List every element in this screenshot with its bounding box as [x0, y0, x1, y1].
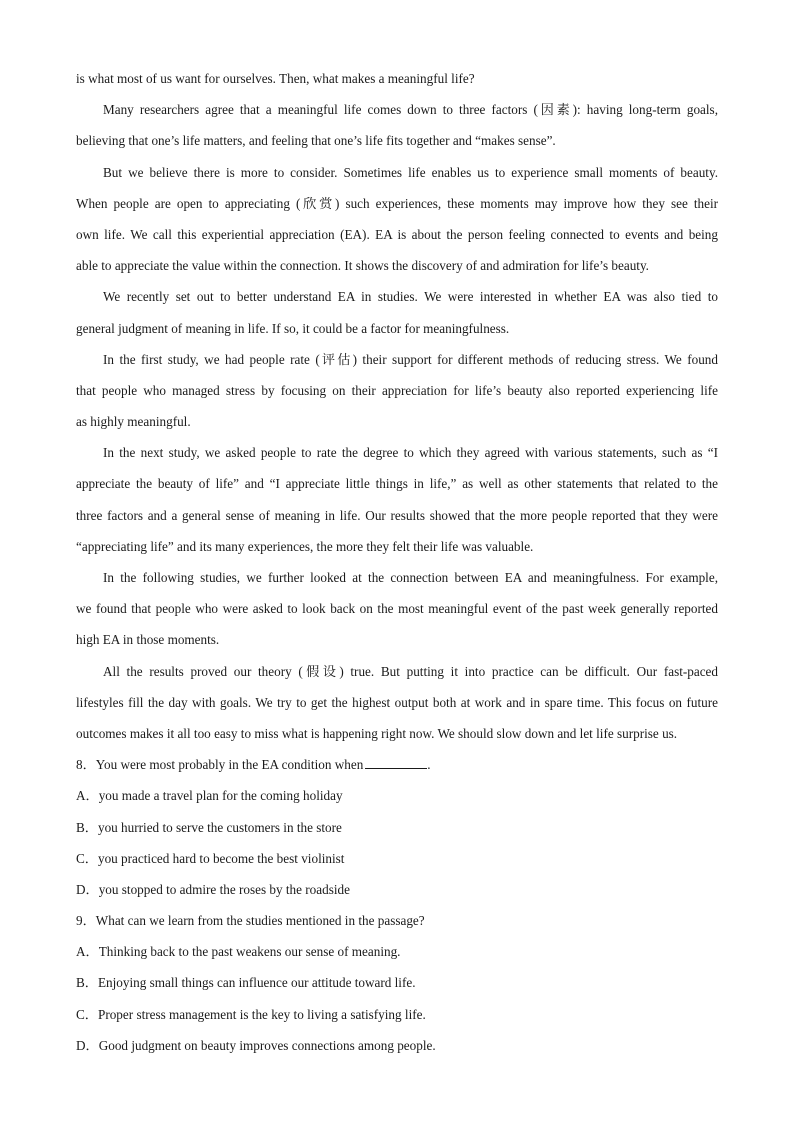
passage-line: is what most of us want for ourselves. Then, what makes a meaningful life? — [76, 71, 475, 86]
passage-line: “appreciating life” and its many experiences, the more they felt their life was valuable. — [76, 538, 534, 554]
passage-line: we found that people who were asked to look back on the most meaningful event of the past week generally reported — [76, 601, 718, 617]
question-text: 9．What can we learn from the studies mentioned in the passage? — [76, 913, 425, 929]
passage-line: In the next study, we asked people to rate the degree to which they agreed with various statements, such as “I — [103, 445, 718, 461]
passage-line: as highly meaningful. — [76, 414, 191, 430]
passage-line: own life. We call this experiential appreciation (EA). EA is about the person feeling connected to events and being — [76, 226, 718, 242]
passage-line: We recently set out to better understand EA in studies. We were interested in whether EA was also tied to — [103, 289, 718, 305]
passage-line: When people are open to appreciating (欣赏) such experiences, these moments may improve how they see their — [76, 195, 718, 211]
passage-line: able to appreciate the value within the connection. It shows the discovery of and admiration for life’s beauty. — [76, 258, 649, 274]
passage-line: outcomes makes it all too easy to miss what is happening right now. We should slow down and let life surprise us. — [76, 725, 678, 741]
passage-line: But we believe there is more to consider. Sometimes life enables us to experience small moments of beauty. — [103, 164, 718, 180]
document-page — [76, 63, 718, 1061]
question-stem — [76, 749, 718, 780]
passage-line: In the following studies, we further looked at the connection between EA and meaningfulness. For example, — [103, 570, 718, 585]
passage-line: three factors and a general sense of meaning in life. Our results showed that the more people reported that they were — [76, 507, 718, 523]
answer-option: D．you stopped to admire the roses by the roadside — [76, 881, 350, 897]
question-text: 8．You were most probably in the EA condition when — [76, 757, 364, 773]
passage-line: In the first study, we had people rate (评估) their support for different methods of reducing stress. We found — [103, 351, 718, 367]
answer-option: A．Thinking back to the past weakens our sense of meaning. — [76, 944, 401, 960]
passage-line: believing that one’s life matters, and feeling that one’s life fits together and “makes sense”. — [76, 133, 556, 149]
answer-option: D．Good judgment on beauty improves connections among people. — [76, 1037, 436, 1053]
passage — [76, 63, 718, 749]
passage-line: All the results proved our theory (假设) true. But putting it into practice can be difficult. Our fast-paced — [103, 663, 718, 679]
passage-line: general judgment of meaning in life. If so, it could be a factor for meaningfulness. — [76, 320, 510, 336]
answer-option: A．you made a travel plan for the coming holiday — [76, 788, 343, 804]
question-stem-end: . — [427, 757, 431, 773]
answer-option: C．Proper stress management is the key to living a satisfying life. — [76, 1006, 426, 1022]
answer-option: C．you practiced hard to become the best violinist — [76, 850, 345, 866]
answer-blank — [365, 756, 427, 769]
answer-option: B．Enjoying small things can influence our attitude toward life. — [76, 975, 416, 991]
passage-line: Many researchers agree that a meaningful life comes down to three factors (因素): having long-term goals, — [103, 102, 718, 118]
passage-line: appreciate the beauty of life” and “I appreciate little things in life,” as well as other statements that related to the — [76, 476, 718, 492]
passage-line: high EA in those moments. — [76, 632, 220, 648]
question-stem — [76, 905, 718, 936]
passage-line: lifestyles fill the day with goals. We try to get the highest output both at work and in spare time. This focus on future — [76, 694, 718, 710]
answer-option: B．you hurried to serve the customers in the store — [76, 819, 342, 835]
passage-line: that people who managed stress by focusing on their appreciation for life’s beauty also reported experiencing life — [76, 382, 718, 398]
questions — [76, 749, 718, 1061]
